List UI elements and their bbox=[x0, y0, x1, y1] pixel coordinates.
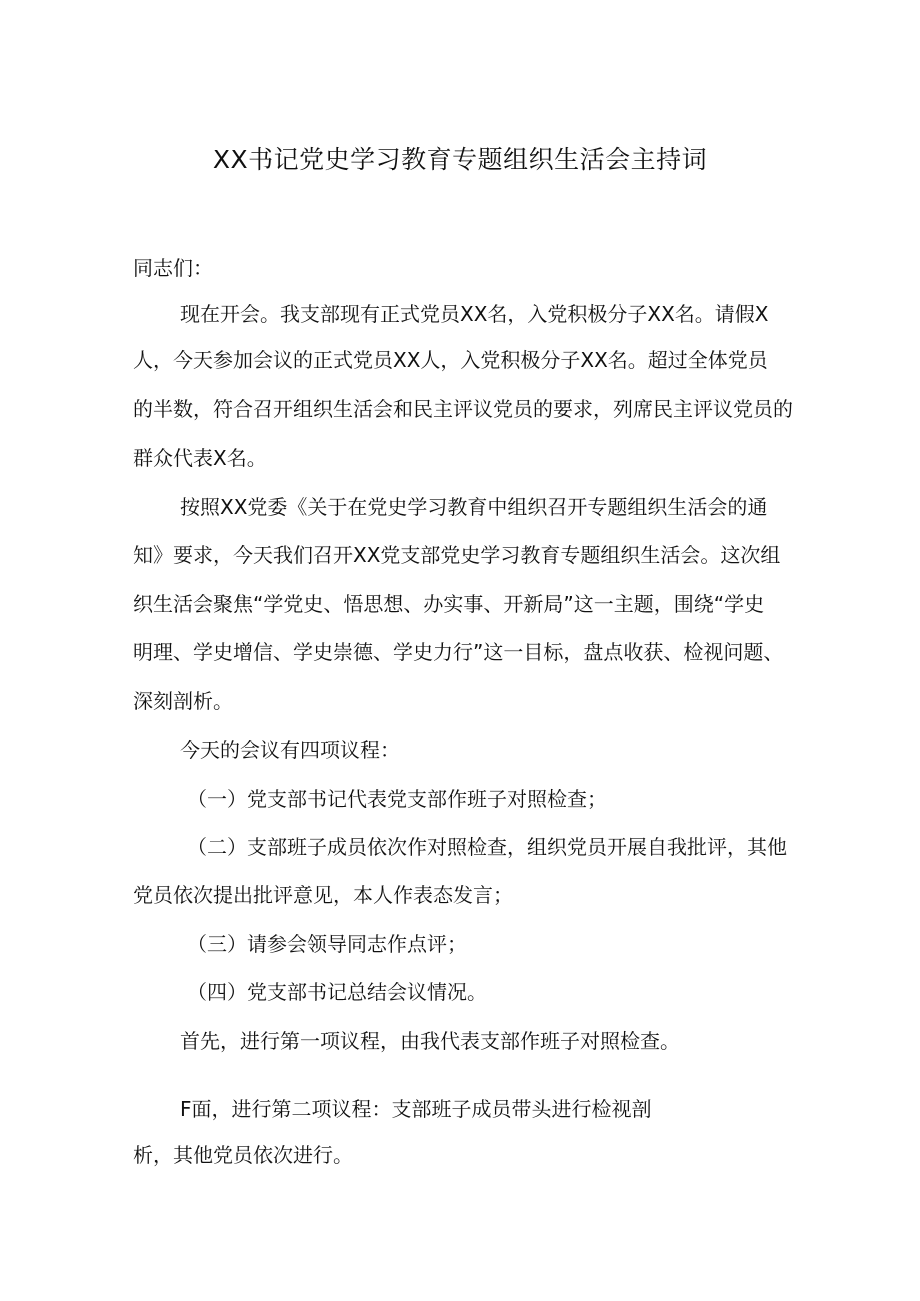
paragraph-line: 群众代表X名。 bbox=[133, 446, 267, 470]
paragraph-line: F面，进行第二项议程：支部班子成员带头进行检视剖 bbox=[180, 1097, 652, 1121]
paragraph-line: 深刻剖析。 bbox=[133, 689, 233, 713]
agenda-intro: 今天的会议有四项议程： bbox=[180, 738, 400, 762]
paragraph-line: 人，今天参加会议的正式党员XX人，入党积极分子XX名。超过全体党员 bbox=[133, 348, 768, 372]
paragraph-line: 现在开会。我支部现有正式党员XX名，入党积极分子XX名。请假X bbox=[180, 302, 769, 326]
paragraph-line: 明理、学史增信、学史崇德、学史力行”这一目标，盘点收获、检视问题、 bbox=[133, 640, 784, 664]
agenda-item: （一）党支部书记代表党支部作班子对照检查； bbox=[187, 787, 607, 811]
paragraph-line: 的半数，符合召开组织生活会和民主评议党员的要求，列席民主评议党员的 bbox=[133, 397, 793, 421]
paragraph-line: 析，其他党员依次进行。 bbox=[133, 1143, 353, 1167]
agenda-item: （二）支部班子成员依次作对照检查，组织党员开展自我批评，其他 bbox=[187, 835, 787, 859]
paragraph-line: 知》要求，今天我们召开XX党支部党史学习教育专题组织生活会。这次组 bbox=[133, 543, 781, 567]
agenda-item: （四）党支部书记总结会议情况。 bbox=[187, 980, 487, 1004]
paragraph-line: 按照XX党委《关于在党史学习教育中组织召开专题组织生活会的通 bbox=[180, 495, 768, 519]
agenda-item: （三）请参会领导同志作点评； bbox=[187, 932, 467, 956]
salutation: 同志们： bbox=[133, 256, 213, 280]
paragraph-line: 首先，进行第一项议程，由我代表支部作班子对照检查。 bbox=[180, 1029, 680, 1053]
paragraph-line: 织生活会聚焦“学党史、悟思想、办实事、开新局”这一主题，围绕“学史 bbox=[133, 592, 765, 616]
paragraph-line: 党员依次提出批评意见，本人作表态发言； bbox=[133, 883, 513, 907]
document-title: XX书记党史学习教育专题组织生活会主持词 bbox=[212, 145, 708, 174]
